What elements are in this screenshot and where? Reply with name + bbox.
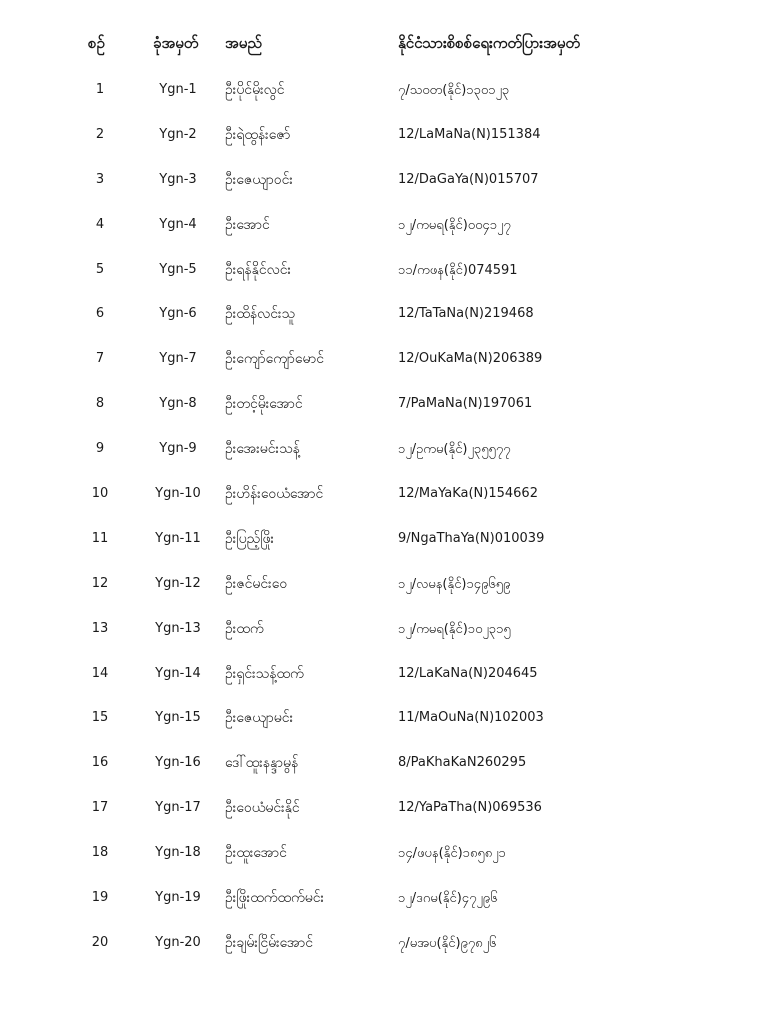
table-row [0,876,768,921]
nrc-number-cell: ၇/မအပ(နိုင်)၉၇၈၂၆ [398,935,497,951]
name-cell: ဦးကျော်ကျော်မောင် [225,351,324,368]
row-number-cell: 12 [91,575,109,591]
row-number-cell: 5 [95,261,105,277]
nrc-number-cell: ၇/သဝတ(နိုင်)၁၃၀၁၂၃ [398,83,510,98]
row-number-cell: 16 [91,755,109,771]
table-row [0,472,768,517]
name-cell: ဦးဇေယျာဝင်း [225,171,293,188]
row-number-cell: 17 [91,800,109,816]
table-row [0,203,768,248]
table-body [0,68,768,966]
table-row [0,652,768,697]
row-number-cell: 18 [91,845,109,861]
row-number-cell: 10 [91,486,109,502]
seat-number-cell: Ygn-5 [159,261,197,277]
seat-number-cell: Ygn-10 [155,486,201,502]
column-header-number: စဉ် [88,34,105,52]
table-row [0,786,768,831]
row-number-cell: 9 [95,441,105,457]
row-number-cell: 1 [95,82,105,97]
row-number-cell: 19 [91,890,109,906]
name-cell: ဦးအေးမင်းသန့် [225,441,300,458]
seat-number-cell: Ygn-19 [155,890,201,906]
name-cell: ဦးဟိန်းဝေယံအောင် [225,486,324,503]
nrc-number-cell: 9/NgaThaYa(N)010039 [398,530,545,546]
nrc-number-cell: 12/TaTaNa(N)219468 [398,306,534,322]
row-number-cell: 13 [91,620,109,636]
table-row [0,382,768,427]
seat-number-cell: Ygn-17 [155,800,201,816]
name-cell: ဦးပြည့်ဖြိုး [225,530,275,547]
name-cell: ဦးထက် [225,620,264,637]
nrc-number-cell: 11/MaOuNa(N)102003 [398,710,544,726]
seat-number-cell: Ygn-3 [159,171,197,187]
nrc-number-cell: ၁၂/ကမရ(နိုင်)၀၀၄၁၂၇ [398,217,511,233]
seat-number-cell: Ygn-14 [155,665,201,681]
name-cell: ဦးထူးအောင် [225,845,287,862]
nrc-number-cell: ၁၂/ဥကမ(နိုင်)၂၃၅၅၇၇ [398,442,511,458]
seat-number-cell: Ygn-4 [159,216,197,232]
row-number-cell: 6 [95,306,105,322]
name-cell: ဦးချမ်းငြိမ်းအောင် [225,934,314,951]
table-row [0,921,768,966]
table-row [0,831,768,876]
table-row [0,292,768,337]
name-cell: ဒေါ်ထူးနန္ဒာမွန် [225,755,299,772]
name-cell: ဦးဇေယျာမင်း [225,710,294,727]
column-header-seat-number: ခုံအမှတ် [153,34,199,52]
seat-number-cell: Ygn-18 [155,845,201,861]
seat-number-cell: Ygn-8 [159,396,197,412]
seat-number-cell: Ygn-2 [159,126,197,142]
table-row [0,68,768,113]
name-cell: ဦးတင့်မိုးအောင် [225,396,303,413]
table-row [0,158,768,203]
table-row [0,607,768,652]
seat-number-cell: Ygn-20 [155,934,201,950]
nrc-number-cell: 12/DaGaYa(N)015707 [398,171,539,187]
nrc-number-cell: ၁၂/ဒဂမ(နိုင်)၄၇၂၉၆ [398,891,498,907]
nrc-number-cell: 12/LaMaNa(N)151384 [398,126,541,142]
seat-number-cell: Ygn-11 [155,530,201,546]
seat-number-cell: Ygn-13 [155,620,201,636]
table-row [0,696,768,741]
table-row [0,337,768,382]
seat-number-cell: Ygn-15 [155,710,201,726]
name-cell: ဦးရှင်းသန့်ထက် [225,665,304,682]
seat-number-cell: Ygn-12 [155,575,201,591]
row-number-cell: 11 [91,530,109,546]
nrc-number-cell: 8/PaKhaKaN260295 [398,755,527,771]
name-cell: ဦးရဲထွန်းဇော် [225,126,291,143]
table-row [0,517,768,562]
table-row [0,248,768,293]
table-header [0,34,768,58]
nrc-number-cell: 12/LaKaNa(N)204645 [398,665,538,681]
column-header-nrc-number: နိုင်ငံသားစိစစ်ရေးကတ်ပြားအမှတ် [398,34,581,52]
column-header-name: အမည် [225,34,262,52]
row-number-cell: 2 [95,126,105,142]
seat-number-cell: Ygn-1 [159,82,197,97]
table-row [0,113,768,158]
nrc-number-cell: ၁၁/ကဖန(နိုင်)074591 [398,262,518,278]
seat-number-cell: Ygn-9 [159,441,197,457]
row-number-cell: 3 [95,171,105,187]
nrc-number-cell: 12/OuKaMa(N)206389 [398,351,543,367]
seat-number-cell: Ygn-7 [159,351,197,367]
nrc-number-cell: ၁၄/ဖပန(နိုင်)၁၈၅၈၂၁ [398,846,506,862]
row-number-cell: 7 [95,351,105,367]
name-cell: ဦးရန်နိုင်လင်း [225,261,292,278]
row-number-cell: 15 [91,710,109,726]
name-cell: ဦးထိန်လင်းသူ [225,306,296,323]
row-number-cell: 14 [91,665,109,681]
table-row [0,427,768,472]
nrc-number-cell: 12/MaYaKa(N)154662 [398,486,538,502]
seat-number-cell: Ygn-16 [155,755,201,771]
row-number-cell: 20 [91,934,109,950]
name-cell: ဦးဖြိုးထက်ထက်မင်း [225,890,325,907]
seat-number-cell: Ygn-6 [159,306,197,322]
nrc-number-cell: ၁၂/ကမရ(နိုင်)၁၀၂၃၁၅ [398,621,511,637]
name-cell: ဦးဝေယံမင်းနိုင် [225,800,300,817]
table-row [0,562,768,607]
nrc-number-cell: ၁၂/လမန(နိုင်)၁၄၉၆၅၉ [398,576,511,592]
name-cell: ဦးအောင် [225,216,270,233]
name-cell: ဦးပိုင်မိုးလွင် [225,82,285,98]
row-number-cell: 4 [95,216,105,232]
nrc-number-cell: 7/PaMaNa(N)197061 [398,396,533,412]
name-cell: ဦးဇင်မင်းဝေ [225,575,288,592]
table-row [0,741,768,786]
nrc-number-cell: 12/YaPaTha(N)069536 [398,800,542,816]
row-number-cell: 8 [95,396,105,412]
